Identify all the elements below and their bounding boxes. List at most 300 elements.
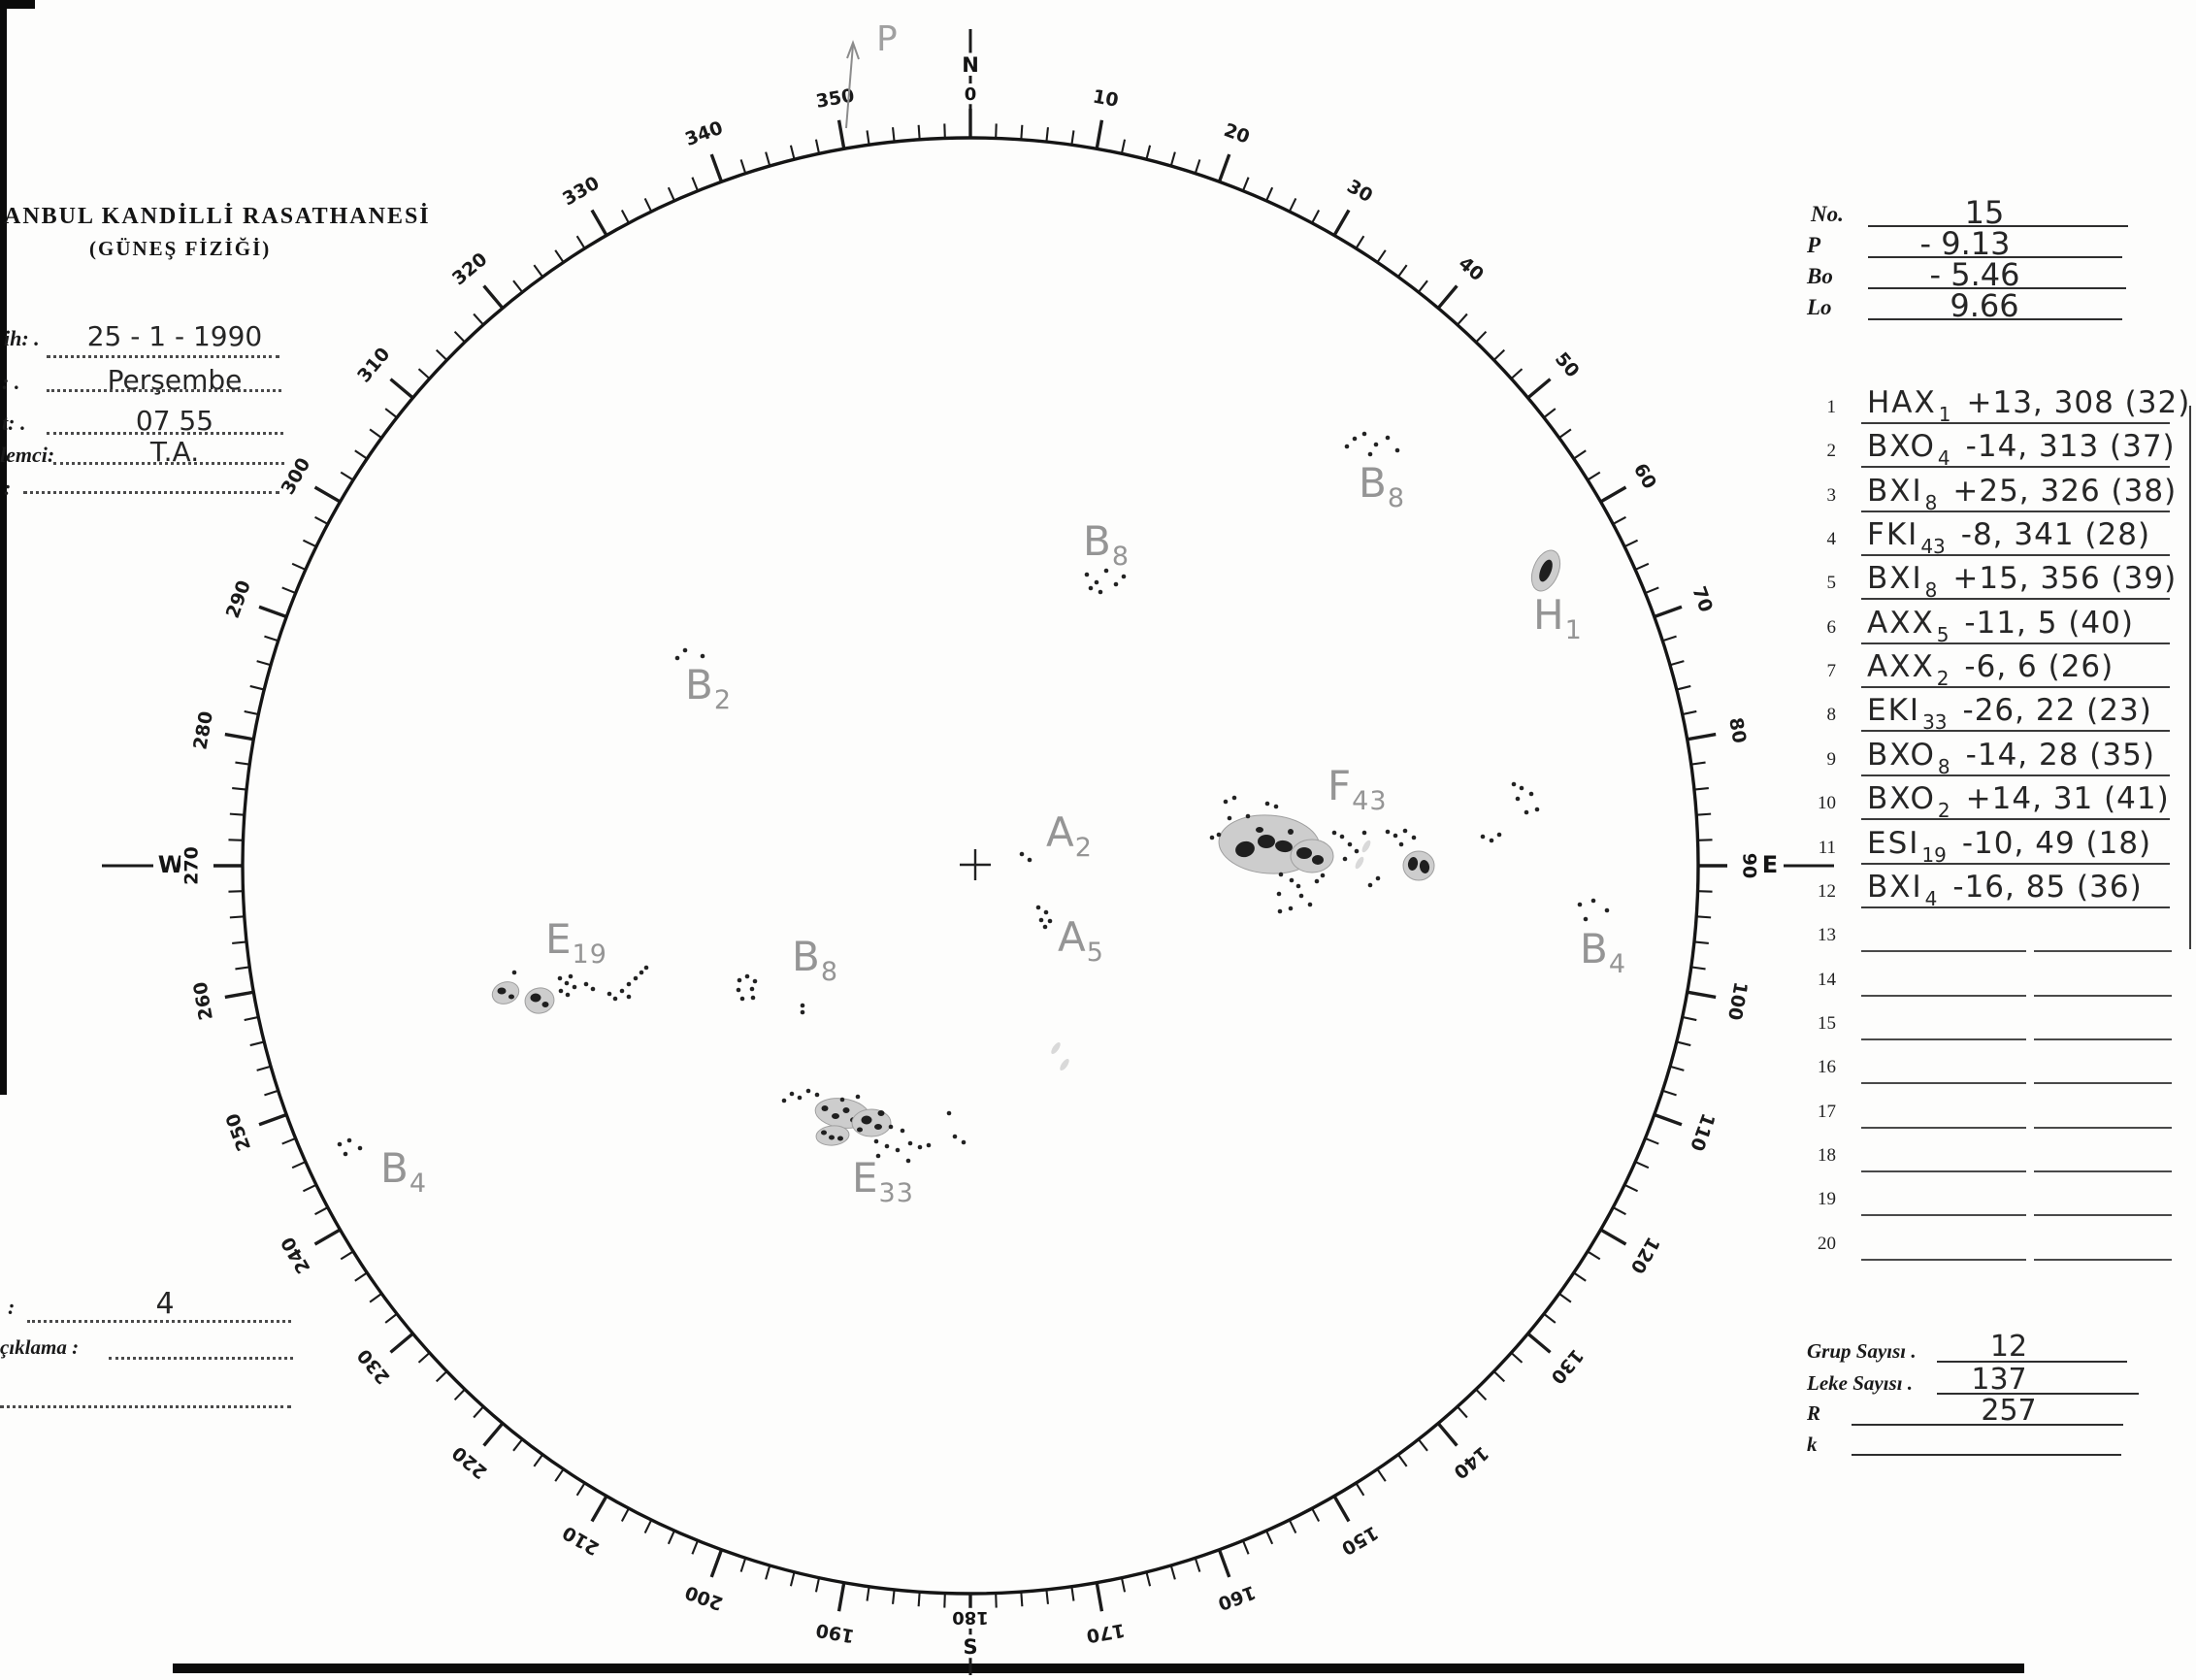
spot-dot (1355, 849, 1360, 854)
degree-tick (577, 1483, 585, 1496)
spot-dot (1403, 829, 1408, 834)
degree-tick (1544, 409, 1556, 417)
degree-tick (1677, 1041, 1691, 1045)
degree-tick (1691, 763, 1706, 765)
spot-dot (620, 989, 625, 994)
degree-tick (1613, 1207, 1625, 1214)
spot-dot (806, 1089, 811, 1094)
sunspot-group-H1-east (1526, 546, 1583, 645)
spot-count-value: 137 (1971, 1363, 2027, 1397)
degree-tick (1356, 236, 1363, 248)
spot-dot (1376, 876, 1381, 881)
degree-tick (996, 1594, 997, 1608)
spot-dot (740, 997, 745, 1002)
degree-tick (1334, 1497, 1349, 1522)
spot-dot (1345, 445, 1350, 449)
p-angle-value: - 9.13 (1919, 225, 2011, 262)
sunspot-group-B2-west (675, 648, 732, 715)
spot-dot (347, 1138, 352, 1143)
spot-dot (1085, 573, 1090, 577)
degree-tick (315, 517, 328, 524)
spot-dot (1348, 842, 1353, 847)
spot-list-row-number: 1 (1826, 397, 1836, 417)
spot-dot (1374, 443, 1379, 447)
degree-tick (1645, 587, 1658, 593)
spot-list-row-number: 5 (1826, 573, 1836, 594)
degree-tick (1196, 159, 1200, 173)
degree-tick (455, 1390, 465, 1400)
spot-dot (1232, 796, 1237, 801)
degree-tick (474, 313, 483, 324)
time-field-label: t: . (2, 411, 26, 435)
degree-tick (1511, 1353, 1522, 1363)
umbra (878, 1110, 885, 1116)
spot-dot (901, 1129, 905, 1134)
spot-list-row-number: 19 (1818, 1189, 1836, 1210)
degree-tick (1601, 1230, 1626, 1244)
degree-tick (257, 661, 271, 665)
degree-tick (315, 487, 341, 502)
degree-tick (1694, 941, 1709, 943)
spot-list-row-number: 14 (1818, 969, 1836, 990)
sunspot-group-A5-center (1036, 906, 1104, 968)
spot-dot (683, 648, 688, 653)
degree-tick (1698, 891, 1713, 892)
spot-dot (1481, 835, 1486, 840)
spot-dot (885, 1144, 890, 1149)
degree-tick (315, 1230, 341, 1244)
spot-dot (737, 988, 741, 993)
degree-tick (868, 130, 869, 145)
degree-tick (555, 250, 563, 262)
degree-tick (1243, 1540, 1249, 1554)
faint-mark (1354, 855, 1365, 870)
group-label: $B_4$ (1580, 925, 1627, 979)
spot-dot (1529, 792, 1534, 797)
penumbra (1291, 840, 1333, 873)
degree-tick (1544, 1314, 1556, 1323)
b0-label: Bo (1807, 264, 1833, 288)
degree-tick (513, 1439, 522, 1451)
degree-tick (1624, 541, 1637, 547)
spot-dot (1299, 894, 1304, 899)
spot-dot (1290, 878, 1295, 883)
spot-dot (1274, 805, 1279, 809)
umbra (531, 994, 541, 1003)
spot-dot (1353, 437, 1358, 442)
umbra (832, 1113, 839, 1119)
spot-dot (750, 987, 755, 992)
l0-value: 9.66 (1950, 287, 2019, 324)
degree-tick (1220, 1550, 1229, 1577)
umbra (498, 988, 507, 995)
spot-dot (1578, 903, 1583, 907)
spot-dot (1279, 873, 1284, 877)
degree-tick (232, 941, 246, 943)
degree-tick (474, 1406, 483, 1417)
degree-label: 170 (1084, 1619, 1127, 1647)
spot-dot (737, 978, 742, 983)
degree-tick (235, 763, 249, 765)
degree-tick (577, 236, 585, 248)
spot-dot (1308, 903, 1313, 907)
degree-tick (816, 140, 819, 154)
degree-tick (692, 1540, 698, 1554)
degree-label: 30 (1343, 175, 1377, 208)
degree-tick (1655, 1115, 1682, 1125)
spot-dot (1098, 590, 1103, 595)
spot-dot (1246, 814, 1251, 819)
degree-tick (370, 429, 381, 438)
spot-dot (782, 1099, 787, 1104)
degree-label: 190 (814, 1619, 857, 1647)
degree-label: 80 (1724, 715, 1751, 745)
spot-dot (565, 981, 570, 986)
spot-list-row: AXX 2 -6, 6 (26) (1867, 649, 2114, 691)
spot-dot (1095, 580, 1099, 585)
degree-tick (711, 154, 721, 181)
spot-dot (906, 1159, 911, 1164)
degree-tick (944, 123, 945, 138)
degree-tick (711, 1550, 721, 1577)
degree-label: 100 (1723, 979, 1752, 1022)
degree-tick (355, 1272, 367, 1280)
degree-tick (839, 1583, 844, 1612)
degree-tick (1494, 1371, 1505, 1381)
spot-dot (1296, 884, 1301, 889)
degree-tick (1290, 198, 1296, 211)
degree-label: 340 (682, 116, 726, 151)
degree-tick (1046, 1590, 1048, 1604)
faint-mark (1059, 1058, 1071, 1072)
observatory-title: ANBUL KANDİLLİ RASATHANESİ (4, 204, 431, 229)
degree-tick (1171, 1565, 1175, 1579)
degree-tick (669, 187, 674, 201)
spot-dot (1043, 925, 1048, 930)
degree-tick (1528, 379, 1551, 398)
spot-dot (908, 1141, 913, 1146)
spot-dot (584, 982, 589, 987)
umbra (542, 1002, 549, 1007)
spot-dot (889, 1125, 894, 1130)
north-degree-label: 0 (964, 84, 977, 105)
spot-dot (1278, 909, 1283, 914)
degree-tick (1097, 120, 1101, 149)
spot-dot (953, 1135, 958, 1139)
spot-dot (344, 1152, 348, 1157)
spot-dot (358, 1146, 363, 1151)
spot-dot (815, 1093, 820, 1098)
degree-label: 210 (559, 1521, 604, 1560)
spot-dot (627, 982, 632, 987)
umbra (1258, 835, 1275, 848)
degree-tick (390, 379, 412, 398)
spot-dot (639, 971, 644, 975)
degree-tick (893, 1590, 895, 1604)
degree-tick (1419, 280, 1427, 292)
degree-label: 230 (353, 1344, 395, 1389)
day-field-value: Perşembe (107, 364, 243, 396)
group-label: $B_4$ (380, 1144, 428, 1199)
spot-list-row-number: 7 (1826, 661, 1836, 682)
spot-list-row-number: 13 (1818, 925, 1836, 946)
degree-tick (484, 285, 503, 308)
degree-tick (264, 1091, 278, 1096)
observer-field-label: lemci: (0, 443, 55, 467)
degree-label: 60 (1628, 459, 1661, 493)
sunspot-group-B8-northeast (1345, 432, 1405, 513)
degree-tick (534, 1455, 542, 1466)
degree-tick (385, 409, 397, 417)
spot-dot (591, 987, 596, 992)
no-value: 15 (1964, 194, 2005, 231)
spot-dot (1228, 816, 1232, 821)
spot-list-row-number: 17 (1818, 1101, 1836, 1122)
spot-dot (1340, 835, 1345, 840)
spot-list-row-number: 3 (1826, 484, 1836, 506)
degree-tick (1559, 1294, 1571, 1302)
spot-list-row: ESI 19 -10, 49 (18) (1867, 825, 2152, 867)
spot-dot (1089, 586, 1094, 591)
degree-tick (259, 607, 286, 616)
degree-tick (669, 1531, 674, 1544)
spot-dot (1265, 802, 1270, 807)
spot-dot (1393, 834, 1398, 839)
degree-tick (1683, 711, 1697, 714)
spot-list-row-number: 12 (1818, 880, 1836, 902)
degree-tick (1097, 1583, 1101, 1612)
spot-dot (1490, 839, 1494, 843)
east-degree-label: 90 (1738, 852, 1760, 879)
degree-label: 120 (1625, 1233, 1664, 1277)
sunspot-group-B8-north (1083, 517, 1130, 594)
degree-label: 300 (277, 454, 315, 499)
remarks-field-label: çıklama : (0, 1335, 80, 1359)
degree-tick (228, 891, 243, 892)
degree-label: 140 (1449, 1441, 1493, 1483)
degree-tick (741, 159, 746, 173)
sunspot-group-E19-west (489, 915, 648, 1015)
degree-tick (315, 1207, 328, 1214)
no-label: No. (1811, 202, 1844, 226)
p-angle-label: P (1807, 233, 1821, 257)
spot-dot (790, 1092, 795, 1097)
degree-tick (1438, 1424, 1457, 1446)
faint-mark (1050, 1041, 1063, 1056)
degree-tick (919, 125, 920, 140)
spot-list-row-number: 8 (1826, 705, 1836, 726)
degree-tick (1438, 285, 1457, 308)
degree-tick (692, 178, 698, 191)
degree-tick (390, 1334, 412, 1352)
degree-tick (1655, 607, 1682, 616)
degree-tick (1196, 1558, 1200, 1571)
umbra (843, 1107, 850, 1113)
degree-tick (1511, 369, 1522, 379)
degree-label: 290 (221, 577, 256, 621)
degree-tick (370, 1294, 381, 1302)
group-label: $H_1$ (1533, 591, 1583, 645)
degree-tick (1528, 1334, 1551, 1352)
extra-field-label: : (4, 476, 12, 500)
degree-tick (1266, 1531, 1272, 1544)
degree-tick (1266, 187, 1272, 201)
degree-tick (235, 967, 249, 969)
degree-label: 320 (447, 248, 492, 290)
group-label: $B_8$ (792, 933, 839, 987)
degree-tick (1071, 1587, 1073, 1601)
degree-tick (1635, 1162, 1649, 1168)
spot-dot (1368, 452, 1373, 457)
spot-dot (627, 995, 632, 1000)
degree-tick (303, 541, 315, 547)
spot-dot (559, 989, 564, 994)
degree-tick (230, 916, 245, 917)
degree-label: 70 (1688, 583, 1717, 615)
umbra (508, 995, 514, 1000)
spot-list-row: BXI 8 +25, 326 (38) (1867, 473, 2178, 514)
degree-tick (944, 1594, 945, 1608)
spot-dot (1368, 883, 1373, 888)
spot-dot (927, 1143, 932, 1148)
umbra (822, 1105, 829, 1111)
spot-dot (1412, 836, 1417, 840)
sunspot-group-B8-southwest (737, 933, 838, 1014)
spot-dot (856, 1095, 861, 1100)
spot-dot (1386, 830, 1391, 835)
spot-dot (607, 992, 612, 997)
degree-tick (1419, 1439, 1427, 1451)
spot-list-row-number: 11 (1818, 837, 1836, 858)
degree-tick (385, 1314, 397, 1323)
south-degree-label: 180 (952, 1607, 989, 1628)
spot-list-row-number: 6 (1826, 616, 1836, 638)
spot-dot (1386, 436, 1391, 441)
sunspot-group-A2-center (1020, 808, 1093, 863)
degree-label: 240 (277, 1233, 315, 1277)
spot-dot (745, 974, 750, 979)
degree-tick (341, 1251, 353, 1259)
degree-tick (1398, 1455, 1407, 1466)
umbra (857, 1128, 863, 1133)
group-label: $A_5$ (1058, 913, 1104, 968)
spot-dot (634, 976, 639, 981)
degree-tick (437, 350, 447, 360)
quality-field-value: 4 (155, 1287, 175, 1321)
degree-tick (1494, 350, 1505, 360)
degree-tick (1243, 178, 1249, 191)
degree-tick (257, 1067, 271, 1071)
degree-label: 350 (814, 84, 857, 113)
l0-label: Lo (1807, 295, 1832, 319)
spot-list-row-number: 15 (1818, 1012, 1836, 1034)
degree-label: 20 (1221, 119, 1253, 148)
group-count-label: Grup Sayısı . (1807, 1339, 1917, 1363)
spot-dot (896, 1148, 901, 1153)
degree-tick (555, 1469, 563, 1481)
k-factor-label: k (1807, 1433, 1818, 1456)
spot-dot (1028, 858, 1032, 863)
spot-list-row: BXI 8 +15, 356 (39) (1867, 561, 2178, 603)
degree-tick (1588, 473, 1600, 480)
degree-tick (250, 1041, 265, 1045)
degree-label: 330 (559, 172, 604, 211)
degree-label: 130 (1546, 1344, 1588, 1389)
group-label: $A_2$ (1046, 808, 1093, 863)
degree-tick (1021, 125, 1022, 140)
umbra (1296, 847, 1312, 859)
south-marker: S (963, 1635, 978, 1659)
degree-tick (645, 1520, 652, 1532)
degree-tick (1312, 211, 1319, 223)
sunspot-group-F43-east (1210, 762, 1540, 913)
degree-tick (264, 637, 278, 642)
spot-list-row-number: 10 (1818, 793, 1836, 814)
penumbra (1403, 851, 1434, 880)
degree-tick (232, 788, 246, 790)
spot-dot (1605, 908, 1610, 913)
observatory-subtitle: (GÜNEŞ FİZİĞİ) (89, 237, 272, 260)
degree-tick (1377, 1469, 1385, 1481)
degree-tick (230, 814, 245, 815)
degree-tick (592, 211, 606, 236)
spot-dot (569, 974, 574, 979)
degree-label: 10 (1091, 85, 1121, 112)
degree-tick (1688, 992, 1717, 997)
spot-dot (1289, 906, 1294, 911)
group-label: $F_{43}$ (1327, 762, 1388, 816)
spot-list-row: AXX 5 -11, 5 (40) (1867, 605, 2134, 646)
degree-tick (622, 211, 629, 223)
spot-list-row-number: 4 (1826, 529, 1836, 550)
spot-dot (1048, 919, 1053, 924)
degree-tick (1696, 916, 1711, 917)
degree-tick (484, 1424, 503, 1446)
group-label: $B_8$ (1083, 517, 1131, 572)
degree-tick (1377, 250, 1385, 262)
faint-mark (1360, 839, 1372, 853)
degree-tick (1662, 1091, 1676, 1096)
degree-tick (303, 1185, 315, 1192)
spot-dot (751, 996, 756, 1001)
spot-list-row-number: 20 (1818, 1233, 1836, 1254)
spot-dot (1114, 582, 1119, 587)
spot-list-row: BXO 2 +14, 31 (41) (1867, 781, 2170, 823)
degree-tick (791, 1572, 795, 1587)
umbra (829, 1136, 835, 1140)
degree-tick (592, 1497, 606, 1522)
degree-tick (513, 280, 522, 292)
degree-tick (534, 265, 542, 277)
degree-tick (1635, 564, 1649, 570)
degree-tick (355, 450, 367, 458)
degree-label: 110 (1685, 1110, 1720, 1154)
degree-tick (996, 123, 997, 138)
umbra (1256, 827, 1263, 833)
degree-tick (455, 332, 465, 343)
penumbra (852, 1109, 891, 1136)
degree-tick (1458, 1406, 1467, 1417)
umbra (874, 1124, 882, 1130)
umbra (1288, 829, 1294, 835)
spot-list-row: BXO 8 -14, 28 (35) (1867, 737, 2155, 778)
r-number-label: R (1807, 1401, 1821, 1425)
degree-label: 250 (221, 1110, 256, 1154)
degree-label: 160 (1215, 1580, 1259, 1615)
spot-dot (1277, 892, 1282, 897)
group-label: $B_2$ (685, 661, 733, 715)
spot-dot (1520, 786, 1524, 791)
